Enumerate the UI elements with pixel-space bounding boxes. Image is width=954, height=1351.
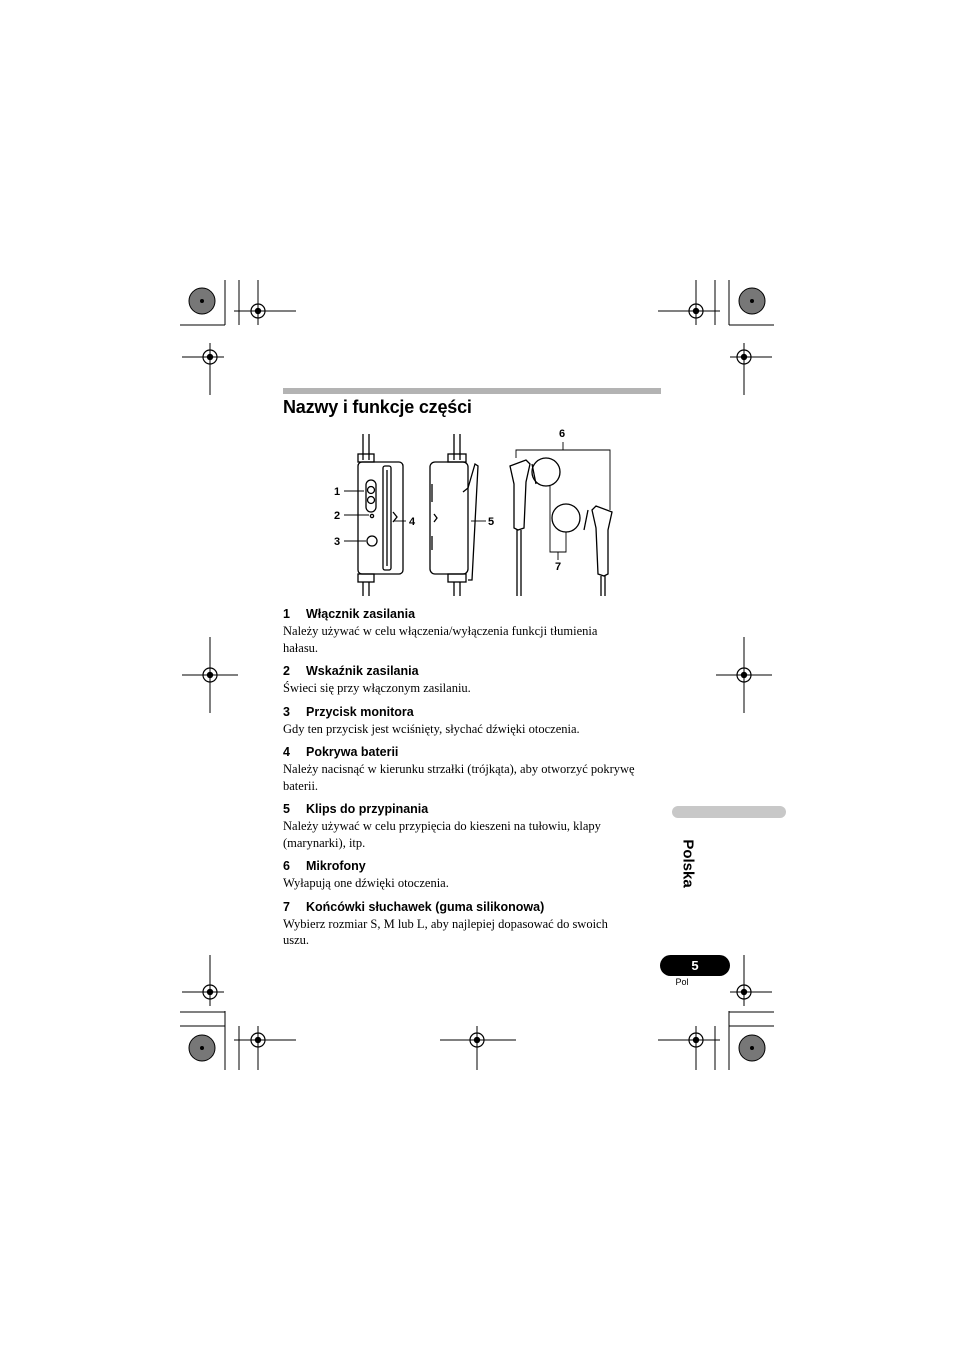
item-number: 3 bbox=[283, 704, 290, 719]
item-description: Świeci się przy włączonym zasilaniu. bbox=[283, 681, 471, 695]
item-description: Wyłapują one dźwięki otoczenia. bbox=[283, 876, 449, 890]
item-heading: Przycisk monitora bbox=[306, 704, 414, 719]
figure-label: 1 bbox=[334, 486, 341, 498]
list-item bbox=[283, 744, 663, 794]
list-item bbox=[283, 899, 663, 949]
figure-label: 2 bbox=[334, 510, 341, 522]
item-description: Wybierz rozmiar S, M lub L, aby najlepiej dopasować do swoich uszu. bbox=[283, 916, 608, 947]
item-description: Gdy ten przycisk jest wciśnięty, słychać dźwięki otoczenia. bbox=[283, 721, 580, 736]
page-number: 5 bbox=[660, 955, 730, 976]
item-description: Należy używać w celu przypięcia do kieszeni na tułowiu, klapy (marynarki), itp. bbox=[283, 819, 601, 850]
page-title: Nazwy i funkcje części bbox=[283, 397, 472, 417]
list-item bbox=[283, 858, 663, 892]
item-description: Należy używać w celu włączenia/wyłączenia funkcji tłumienia hałasu. bbox=[283, 624, 598, 655]
page-language-code: Pol bbox=[675, 977, 689, 987]
list-item bbox=[283, 663, 663, 697]
figure-label: 4 bbox=[409, 516, 416, 528]
item-heading: Klips do przypinania bbox=[306, 802, 429, 816]
item-description: Należy nacisnąć w kierunku strzałki (trójkąta), aby otworzyć pokrywę baterii. bbox=[283, 762, 635, 793]
item-number: 5 bbox=[283, 802, 290, 816]
controller-side bbox=[430, 434, 478, 596]
item-number: 4 bbox=[283, 745, 290, 759]
list-item bbox=[283, 606, 663, 656]
list-item bbox=[283, 704, 663, 738]
item-heading: Końcówki słuchawek (guma silikonowa) bbox=[306, 899, 545, 914]
product-illustration bbox=[320, 424, 620, 600]
figure-label: 7 bbox=[555, 561, 562, 573]
item-number: 7 bbox=[283, 899, 290, 914]
item-heading: Włącznik zasilania bbox=[306, 607, 416, 621]
earphone-right bbox=[552, 504, 612, 596]
language-tab-bar bbox=[672, 806, 786, 818]
figure-label: 3 bbox=[334, 536, 341, 548]
parts-list bbox=[283, 606, 663, 956]
item-heading: Wskaźnik zasilania bbox=[306, 664, 419, 678]
figure-label: 6 bbox=[559, 428, 566, 440]
item-heading: Mikrofony bbox=[306, 859, 366, 873]
list-item bbox=[283, 801, 663, 851]
language-tab-label: Polska bbox=[679, 839, 697, 888]
title-bar bbox=[283, 388, 661, 394]
figure-label: 5 bbox=[488, 516, 495, 528]
item-heading: Pokrywa baterii bbox=[306, 745, 399, 759]
item-number: 1 bbox=[283, 607, 290, 621]
item-number: 6 bbox=[283, 859, 290, 873]
item-number: 2 bbox=[283, 664, 290, 678]
earphone-left bbox=[510, 458, 560, 596]
